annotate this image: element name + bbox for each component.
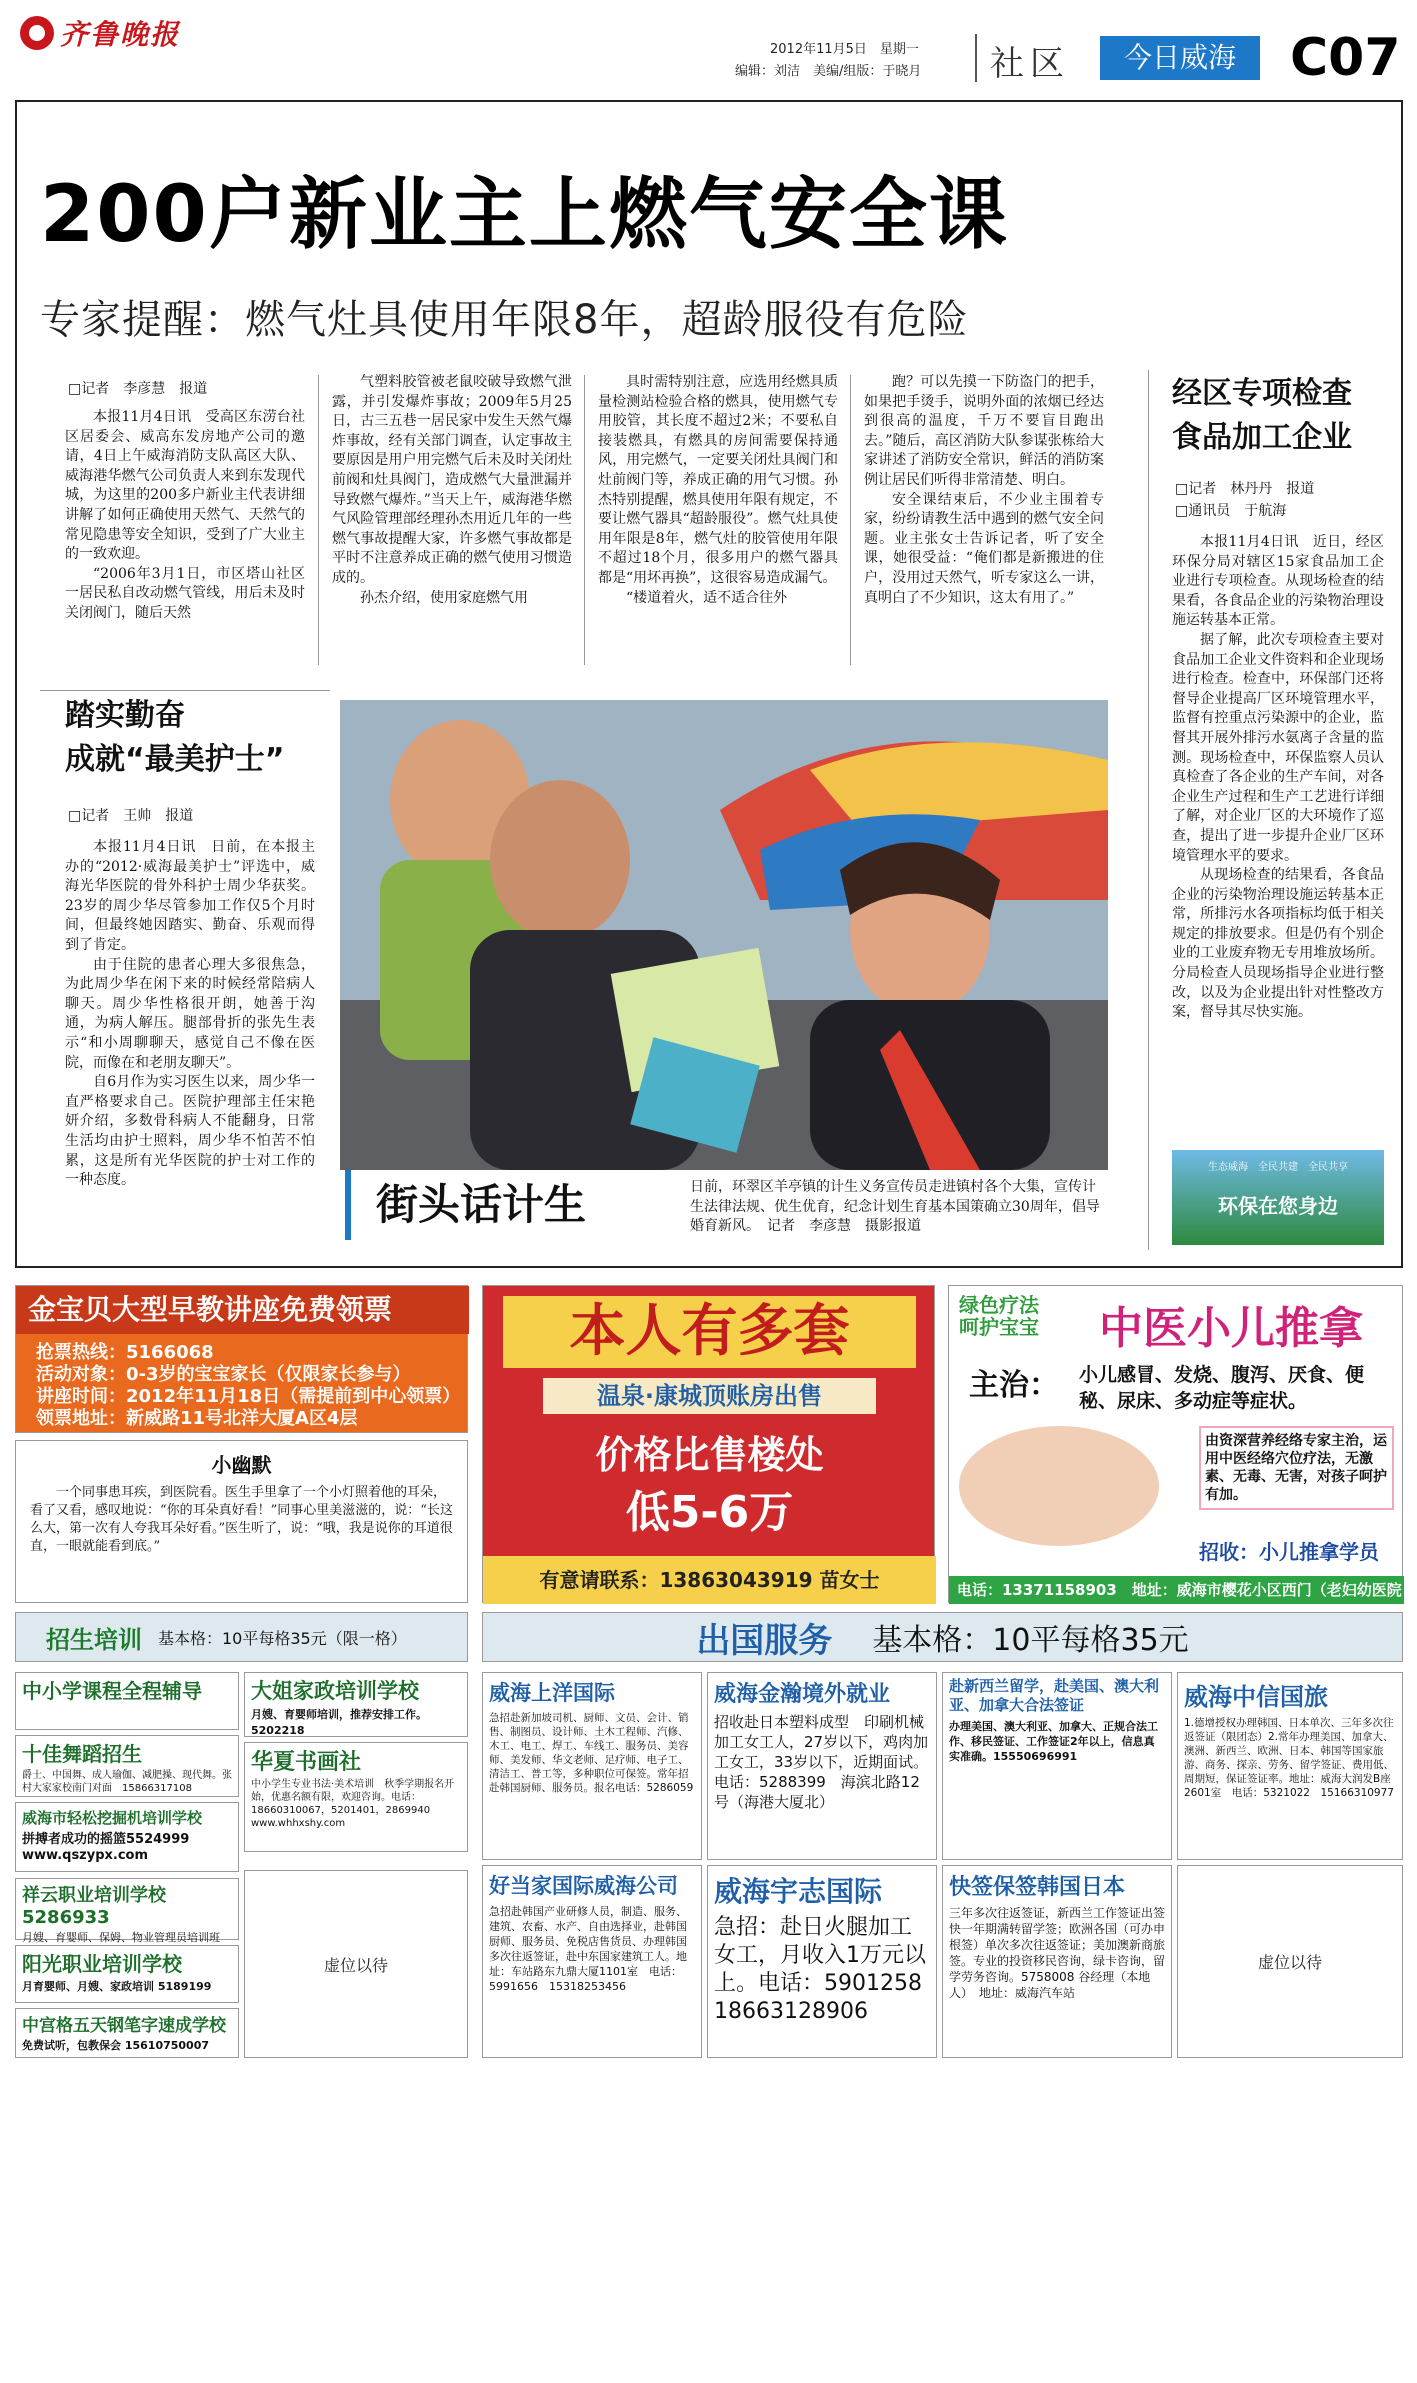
overseas-ad-name: 威海中信国旅	[1184, 1683, 1328, 1711]
training-band	[15, 1612, 468, 1662]
jinbaobei-ad-details	[36, 1342, 460, 1430]
page-number: C07	[1290, 28, 1401, 88]
tcm-massage-ad	[948, 1285, 1403, 1603]
training-ad	[15, 1878, 239, 1944]
story2-title-line: 踏实勤奋	[65, 698, 185, 733]
tcm-ad-note: 由资深营养经络专家主治，运用中医经络穴位疗法，无激素、无毒、无害，对孩子呵护有加。	[1199, 1426, 1394, 1510]
paragraph: 孙杰介绍，使用家庭燃气用	[360, 589, 528, 606]
paragraph: 据了解，此次专项检查主要对食品加工企业文件资料和企业现场进行检查。检查中，环保部门还将督导企业提高厂区环境管理水平，监督有控重点污染源中的企业，监督其开展外排污水氨离子含量的监测。现场检查中，环保监察人员认真检查了各企业的生产车间，对各企业生产过程和生产工艺进行详细了解，对企业厂区的大环境作了巡查，提出了进一步提升企业厂区环境管理水平的要求。	[1172, 631, 1384, 864]
humor-box	[15, 1440, 468, 1603]
paragraph: 本报11月4日讯 日前，在本报主办的“2012·威海最美护士”评选中，威海光华医院的骨外科护士周少华获奖。23岁的周少华尽管参加工作仅5个月时间，但最终她因踏实、勤奋、乐观而得到了肯定。	[65, 839, 315, 953]
tcm-ad-title: 中医小儿推拿	[1099, 1303, 1363, 1354]
story3-title-line: 食品加工企业	[1172, 420, 1352, 455]
overseas-ad-text: 招收赴日本塑料成型 印刷机械加工女工人，27岁以下，鸡肉加工女工，33岁以下，近期面试。电话：5288399 海滨北路12号（海港大厦北）	[714, 1713, 929, 1811]
paragraph: “2006年3月1日，市区塔山社区一居民私自改动燃气管线，用后未及时关闭阀门，随后天然	[65, 565, 305, 621]
overseas-band	[482, 1612, 1403, 1662]
jinbaobei-ad	[15, 1285, 468, 1433]
overseas-ad	[1177, 1672, 1403, 1860]
training-ad-name: 威海市轻松挖掘机培训学校	[22, 1809, 203, 1827]
overseas-ad-text: 急招赴韩国产业研修人员，制造、服务、建筑、农畜、水产、自由选择业，赴韩国厨师、服务员、免税店售货员、办理韩国多次往返签证，赴中东国家建筑工人。地址：车站路东九鼎大厦1101室 电话：5991656 15318253456	[489, 1905, 687, 1993]
paragraph: 本报11月4日讯 近日，经区环保分局对辖区15家食品加工企业进行专项检查。从现场检查的结果看，各食品企业的污染物治理设施运转基本正常。	[1172, 534, 1384, 629]
story2-body	[65, 838, 315, 1191]
ad-line: 抢票热线：5166068	[36, 1342, 214, 1363]
property-ad-title: 本人有多套	[503, 1296, 916, 1368]
training-ad	[15, 1945, 239, 2003]
paragraph: 自6月作为实习医生以来，周少华一直严格要求自己。医院护理部主任宋艳妍介绍，多数骨科病人不能翻身，日常生活均由护士照料，周少华不怕苦不怕累，这是所有光华医院的护士对工作的一种态度。	[65, 1074, 315, 1189]
story-divider	[40, 690, 330, 691]
overseas-ad-name: 快签保签韩国日本	[949, 1875, 1126, 1900]
overseas-ad	[482, 1865, 702, 2058]
training-ad-name: 中宫格五天钢笔字速成学校	[22, 2016, 226, 2036]
story3-body	[1172, 533, 1384, 1023]
training-ad	[15, 1802, 239, 1872]
paragraph: 由于住院的患者心理大多很焦急，为此周少华在闲下来的时候经常陪病人聊天。周少华性格很开朗，她善于沟通，为病人解压。腿部骨折的张先生表示“和小周聊聊天，感觉自己不像在医院，而像在和老朋友聊天”。	[65, 956, 315, 1071]
training-ad-name: 大姐家政培训学校	[251, 1679, 419, 1703]
training-ad	[15, 2008, 239, 2058]
main-column-1	[65, 408, 305, 624]
main-byline: □记者 李彦慧 报道	[68, 381, 208, 397]
tcm-ad-recruit: 招收：小儿推拿学员	[1199, 1540, 1379, 1564]
overseas-ad-name: 威海上洋国际	[489, 1681, 615, 1705]
column-divider	[318, 375, 319, 665]
training-ad-name: 中小学课程全程辅导	[22, 1679, 202, 1703]
training-ad-text: 免费试听，包教保会 15610750007	[22, 2039, 210, 2052]
training-ad	[15, 1735, 239, 1797]
overseas-ad	[942, 1865, 1172, 2058]
overseas-band-price: 基本格：10平每格35元	[872, 1623, 1189, 1658]
training-band-price: 基本格：10平每格35元（限一格）	[158, 1628, 407, 1648]
vacant-slot: 虚位以待	[1177, 1865, 1403, 2058]
overseas-ad-name: 好当家国际威海公司	[489, 1874, 678, 1898]
tcm-ad-tag-line: 呵护宝宝	[959, 1315, 1039, 1339]
photo-caption: 日前，环翠区羊亭镇的计生义务宣传员走进镇村各个大集，宣传计生法律法规、优生优育，纪念计划生育基本国策确立30周年，倡导婚育新风。 记者 李彦慧 摄影报道	[690, 1179, 1100, 1235]
overseas-ad-text: 1.德增授权办理韩国、日本单次、三年多次往返签证（限团态）2.常年办理美国、加拿大、澳洲、新西兰、欧洲、日本、韩国等国家旅游、商务、探亲、劳务、留学签证、费用低、周期短，保证签证率。地址：威海大润发B座2601室 电话：5321022 15166310977	[1184, 1717, 1394, 1799]
paragraph: 气塑料胶管被老鼠咬破导致燃气泄露，并引发爆炸事故；2009年5月25日，古三五巷一居民家中发生天然气爆炸事故，经有关部门调查，认定事故主要原因是用户用完燃气后未及时关闭灶前阀和灶具阀门，造成燃气大量泄漏并导致燃气爆炸。”当天上午，威海港华燃气风险管理部经理孙杰用近几年的一些燃气事故提醒大家，许多燃气事故都是平时不注意养成正确的燃气使用习惯造成的。	[332, 374, 572, 586]
overseas-ad-name: 赴新西兰留学，赴美国、澳大利亚、加拿大合法签证	[949, 1677, 1160, 1714]
overseas-ad-name: 威海宇志国际	[714, 1875, 883, 1908]
property-ad-price-line: 价格比售楼处	[595, 1433, 824, 1477]
story3-title	[1172, 372, 1352, 460]
training-ad-text: 中小学生专业书法·美术培训 秋季学期报名开始，优惠名额有限，欢迎咨询。电话：18660310067，5201401，2869940 www.whhxshy.com	[251, 1779, 455, 1829]
tcm-ad-zhuzhi-label: 主治：	[969, 1368, 1059, 1403]
column-divider	[850, 375, 851, 665]
training-ad-name: 阳光职业培训学校	[22, 1952, 182, 1976]
tcm-ad-tag	[959, 1294, 1039, 1338]
humor-title: 小幽默	[211, 1453, 272, 1477]
training-ad-text: 月嫂、育婴师培训，推荐安排工作。5202218	[251, 1708, 427, 1737]
main-column-2	[332, 373, 572, 608]
editor-credits: 编辑：刘洁 美编/组版：于晓月	[735, 64, 922, 79]
masthead-divider	[975, 34, 977, 82]
overseas-ad-name: 威海金瀚境外就业	[714, 1682, 891, 1707]
photo-illustration	[340, 700, 1108, 1170]
training-ad-text: 爵士、中国舞、成人瑜伽、减肥操、现代舞。张村大家家校南门对面 15866317108	[22, 1770, 232, 1794]
training-ad-text: 拼搏者成功的摇篮5524999 www.qszypx.com	[22, 1832, 203, 1863]
training-ad	[244, 1672, 468, 1737]
training-ad	[15, 1672, 239, 1730]
vacant-slot: 虚位以待	[244, 1870, 468, 2058]
tcm-ad-contact: 电话：13371158903 地址：威海市樱花小区西门（老妇幼医院	[949, 1576, 1404, 1604]
story2-title	[65, 694, 284, 782]
newspaper-logo	[20, 12, 180, 54]
main-column-3	[598, 373, 838, 608]
tcm-ad-treatments: 小儿感冒、发烧、腹泻、厌食、便秘、尿床、多动症等症状。	[1079, 1364, 1365, 1412]
overseas-ad	[482, 1672, 702, 1860]
training-ad-name: 十佳舞蹈招生	[22, 1742, 142, 1766]
story3-byline: □记者 林丹丹 报道	[1175, 481, 1315, 497]
paragraph: 具时需特别注意，应选用经燃具质量检测站检验合格的燃具，使用燃气专用胶管，其长度不超过2米；不要私自接装燃具，有燃具的房间需要保持通风，用完燃气，一定要关闭灶具阀门和灶前阀门等，养成正确的用气习惯。孙杰特别提醒，燃具使用年限有规定，不要让燃气器具“超龄服役”。燃气灶具使用年限是8年，燃气灶的胶管使用年限不超过18个月，很多用户的燃气器具都是“用坏再换”，这很容易造成漏气。	[598, 374, 838, 586]
property-ad-sub: 温泉·康城顶账房出售	[543, 1378, 876, 1414]
column-divider	[1148, 370, 1149, 1250]
training-ad-text: 月育婴师、月嫂、家政培训 5189199	[22, 1980, 212, 1993]
baby-photo	[959, 1426, 1159, 1546]
paragraph: “楼道着火，适不适合往外	[626, 589, 788, 606]
section-tag: 今日威海	[1100, 36, 1260, 80]
ad-line: 讲座时间：2012年11月18日（需提前到中心领票）	[36, 1386, 461, 1407]
overseas-ad-text: 急招赴新加坡司机、厨师、文员、会计、销售、制图员、设计师、土木工程师、汽修、木工、电工、焊工、车线工、服务员、美容师、美发师、华文老师、足疗师、电子工、清洁工、普工等，多种职位可保签。常年招赴韩国厨师、服务员。报名电话：5286059	[489, 1712, 694, 1794]
overseas-ad-text: 办理美国、澳大利亚、加拿大、正规合法工作、移民签证、工作签证2年以上，信息真实准确。15550696991	[949, 1720, 1158, 1763]
training-ad-name: 华夏书画社	[251, 1750, 362, 1775]
overseas-ad-text: 急招：赴日火腿加工女工，月收入1万元以上。电话：5901258 18663128906	[714, 1915, 944, 2024]
paragraph: 本报11月4日讯 受高区东涝台社区居委会、威高东发房地产公司的邀请，4日上午威海消防支队高区大队、威海港华燃气公司负责人来到东发现代城，为这里的200多户新业主代表讲细讲解了如何正确使用天然气、天然气的常见隐患等安全知识，受到了广大业主的一致欢迎。	[65, 409, 305, 563]
humor-text: 一个同事患耳疾，到医院看。医生手里拿了一个小灯照着他的耳朵，看了又看，感叹地说：“你的耳朵真好看！”同事心里美滋滋的，说：“长这么大，第一次有人夸我耳朵好看。”医生听了，说：“哦，我是说你的耳道很直，一眼就能看到底。”	[30, 1485, 453, 1554]
property-ad-contact: 有意请联系：13863043919 苗女士	[483, 1556, 936, 1604]
paragraph: 从现场检查的结果看，各食品企业的污染物治理设施运转基本正常，所排污水各项指标均低于相关规定的排放要求。但是仍有个别企业的工业废弃物无专用堆放场所。分局检查人员现场指导企业进行整改，以及为企业提出针对性整改方案，督导其尽快实施。	[1172, 867, 1384, 1021]
story3-byline: □通讯员 于航海	[1175, 503, 1287, 519]
overseas-band-title: 出国服务	[696, 1620, 833, 1661]
story2-byline: □记者 王帅 报道	[68, 808, 194, 824]
training-band-title: 招生培训	[46, 1625, 142, 1654]
main-column-4	[864, 373, 1104, 608]
overseas-ad	[942, 1672, 1172, 1860]
main-headline: 200户新业主上燃气安全课	[40, 170, 1009, 260]
eco-ad-text: 环保在您身边	[1218, 1194, 1338, 1218]
overseas-ad-text: 三年多次往返签证，新西兰工作签证出签快一年期满转留学签；欧洲各国（可办申根签）单次多次往返签证；美加澳新商旅签。专业的投资移民咨询，绿卡咨询，留学劳务咨询。5758008 谷经理（本地人） 地址：威海汽车站	[949, 1906, 1166, 2000]
jinbaobei-ad-title: 金宝贝大型早教讲座免费领票	[16, 1286, 469, 1334]
ad-line: 领票地址：新威路11号北洋大厦A区4层	[36, 1408, 358, 1429]
property-ad-price: 低5-6万	[625, 1487, 794, 1538]
overseas-ad	[707, 1865, 944, 2058]
overseas-ad	[707, 1672, 937, 1860]
section-name: 社区	[990, 44, 1070, 84]
tcm-ad-tag-line: 绿色疗法	[959, 1293, 1039, 1317]
logo-emblem-icon	[20, 16, 54, 50]
ad-line: 活动对象：0-3岁的宝宝家长（仅限家长参与）	[36, 1364, 411, 1385]
logo-text: 齐鲁晚报	[60, 18, 181, 51]
training-ad	[244, 1742, 468, 1852]
story2-title-line: 成就“最美护士”	[65, 742, 285, 777]
column-divider	[584, 375, 585, 665]
main-subhead: 专家提醒：燃气灶具使用年限8年，超龄服役有危险	[40, 297, 969, 343]
property-ad	[482, 1285, 935, 1603]
paragraph: 跑？可以先摸一下防盗门的把手，如果把手烫手，说明外面的浓烟已经达到很高的温度，千万不要盲目跑出去。”随后，高区消防大队参谋张栋给大家讲述了消防安全常识，鲜活的消防案例让居民们听得非常清楚、明白。	[864, 374, 1104, 488]
training-ad-text: 月嫂、育婴师、保姆、物业管理员培训班	[22, 1931, 220, 1944]
issue-date: 2012年11月5日 星期一	[770, 42, 919, 57]
masthead	[0, 0, 1417, 90]
news-photo	[340, 700, 1108, 1170]
eco-ad-banner	[1172, 1150, 1384, 1245]
paragraph: 安全课结束后，不少业主围着专家，纷纷请教生活中遇到的燃气安全问题。业主张女士告诉记者，听了安全课，她很受益：“俺们都是新搬进的住户，没用过天然气，听专家这么一讲，真明白了不少知识，这太有用了。”	[864, 491, 1104, 606]
story3-title-line: 经区专项检查	[1172, 376, 1352, 411]
photo-caption-title: 街头话计生	[345, 1170, 675, 1240]
training-ad-name: 祥云职业培训学校5286933	[22, 1885, 166, 1928]
eco-ad-slogan: 生态威海 全民共建 全民共享	[1208, 1162, 1348, 1173]
